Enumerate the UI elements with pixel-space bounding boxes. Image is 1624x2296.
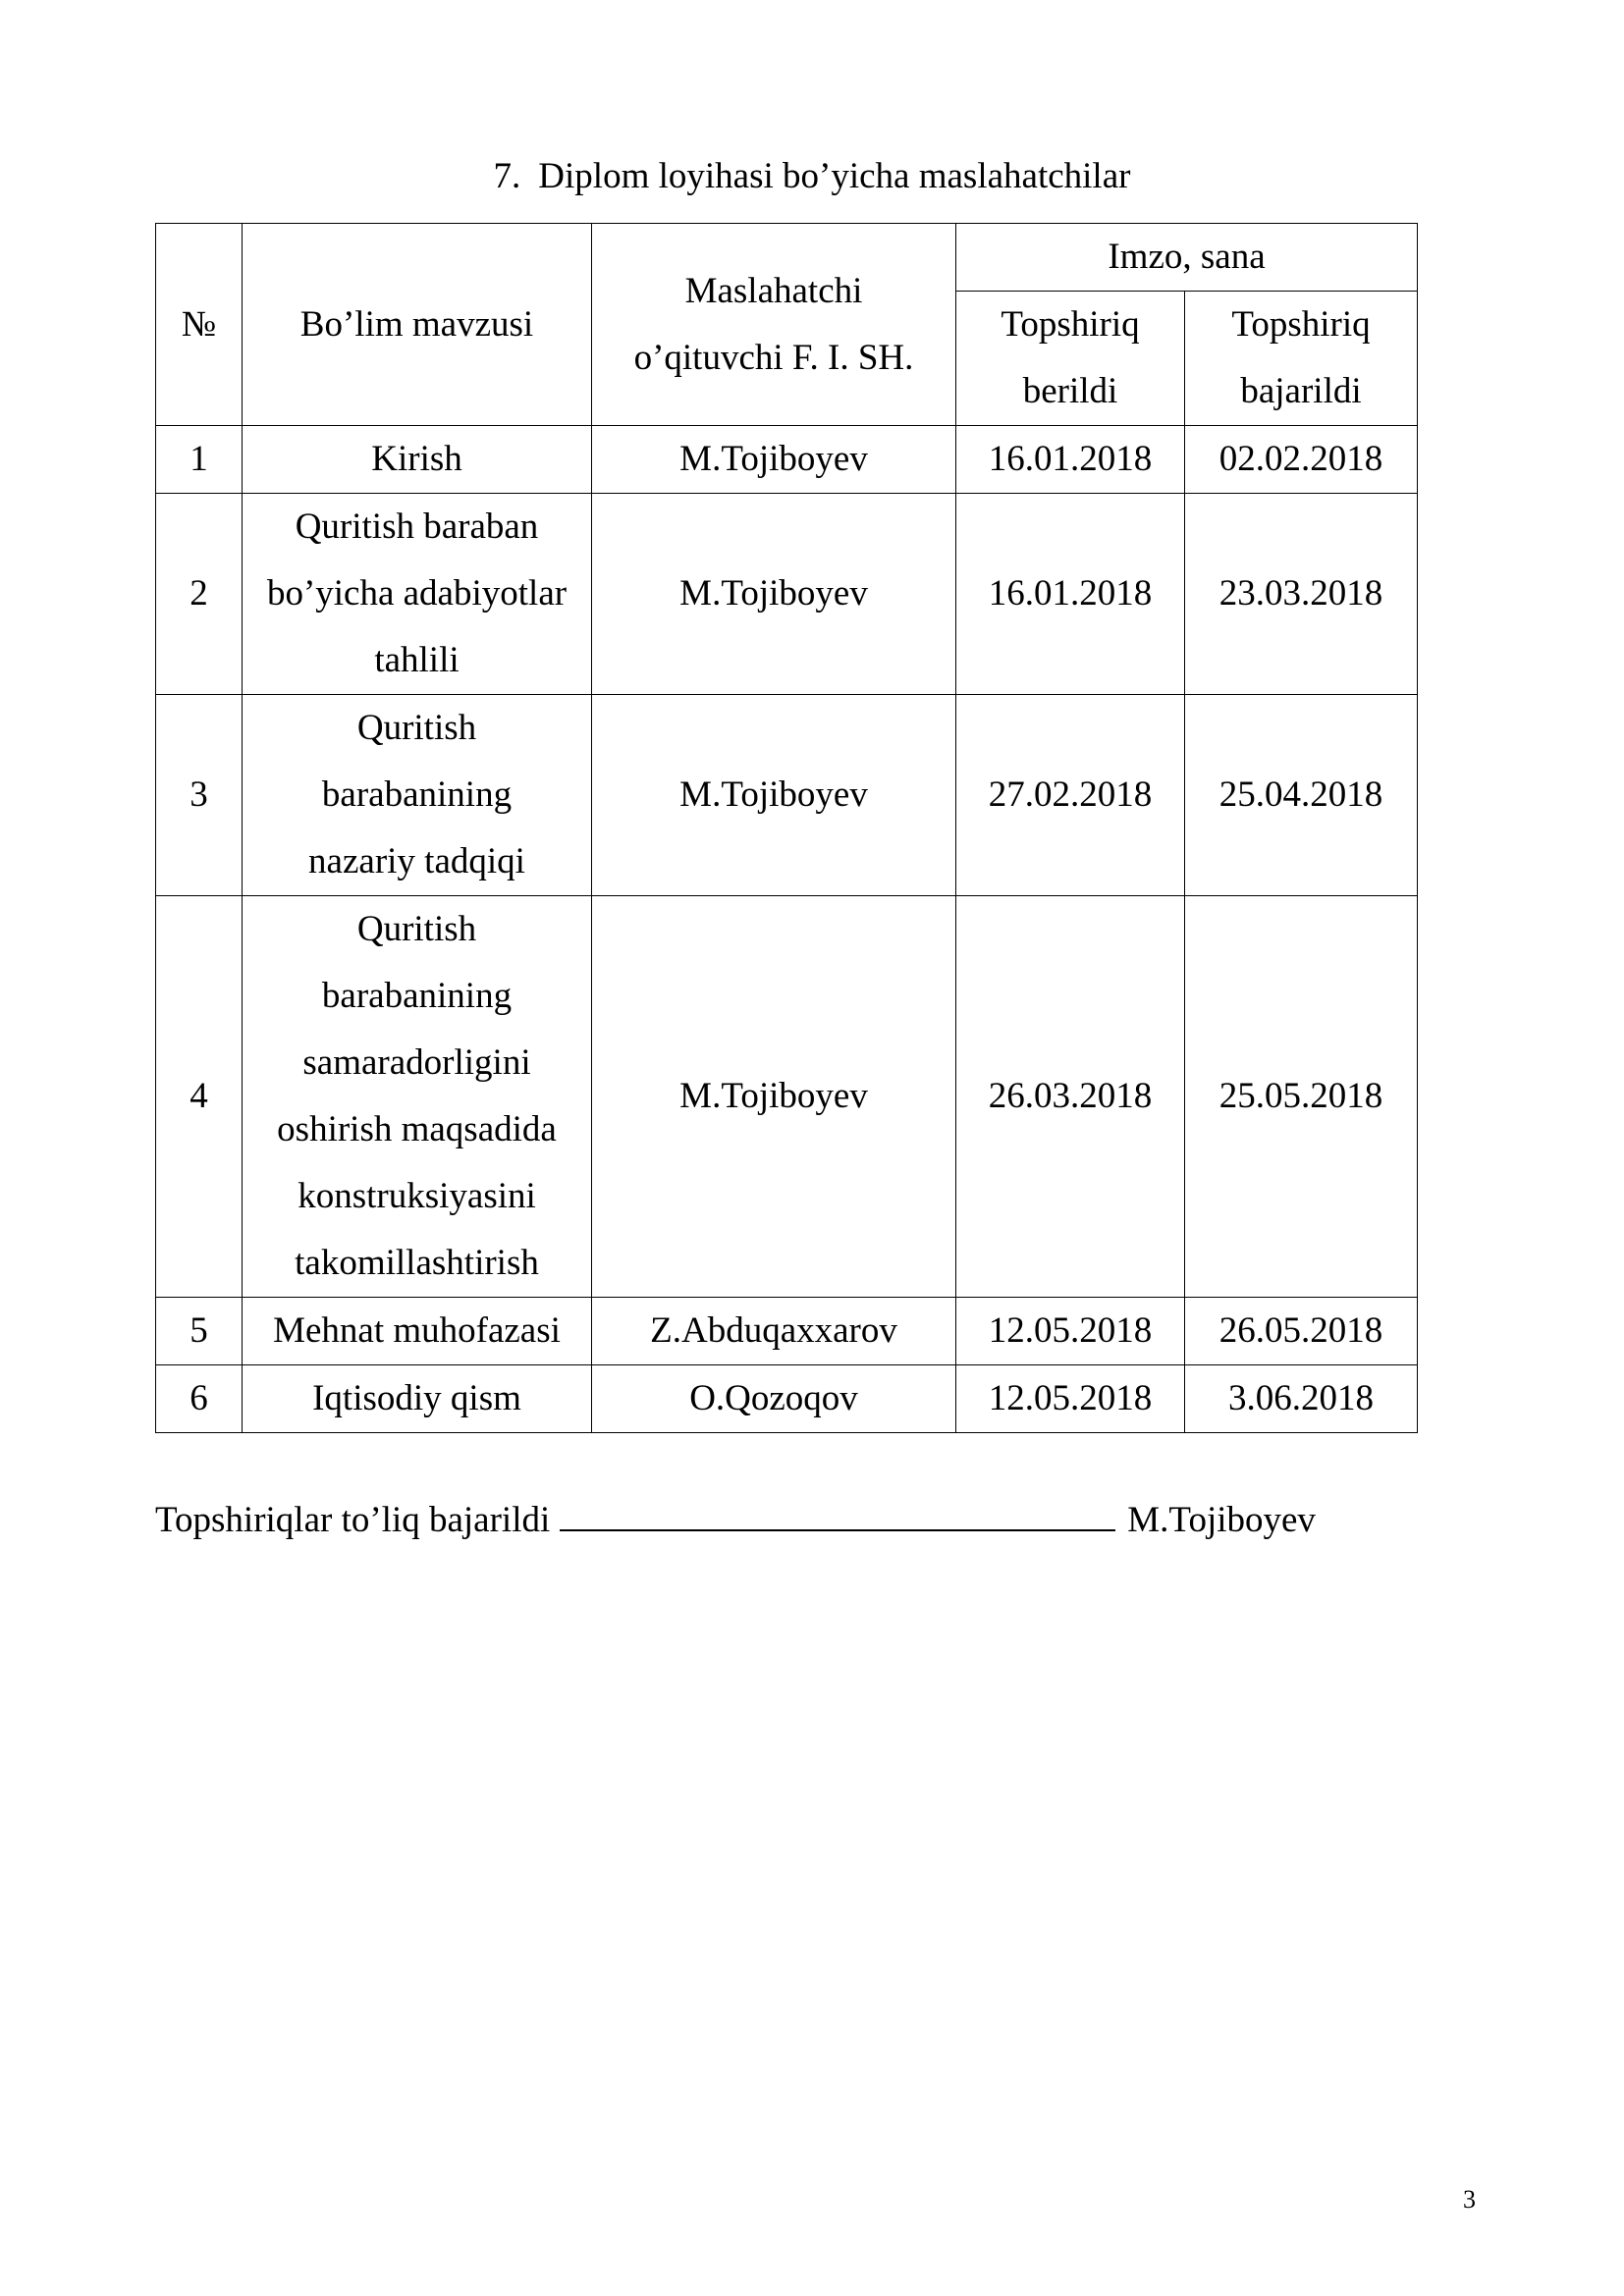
row-topic-line: Quritish baraban [295,507,539,547]
page-number: 3 [1463,2185,1476,2214]
row-topic-line: Quritish [356,708,477,748]
consultants-table [155,223,1418,1433]
row-date-given: 27.02.2018 [956,695,1185,896]
row-topic [243,1298,592,1365]
header-advisor-line: Maslahatchi [684,270,863,311]
row-advisor: O.Qozoqov [592,1365,956,1433]
header-task-given-line: Topshiriq [1001,304,1140,345]
row-number: 5 [156,1298,243,1365]
header-task-done-line: bajarildi [1240,371,1362,411]
table-row [156,494,1418,695]
row-topic-line: Quritish [356,909,477,949]
header-advisor [592,224,956,426]
row-topic-line: takomillashtirish [295,1243,539,1283]
header-task-done [1185,292,1418,426]
table-row [156,695,1418,896]
row-topic [243,494,592,695]
completion-label: Topshiriqlar to’liq bajarildi [155,1500,551,1540]
signer-name: M.Tojiboyev [1127,1500,1316,1540]
row-advisor: M.Tojiboyev [592,695,956,896]
signature-line [560,1494,1115,1531]
row-topic-line: oshirish maqsadida [277,1109,557,1149]
row-topic-line: barabanining [321,774,513,815]
row-date-given: 26.03.2018 [956,896,1185,1298]
row-topic-line: Iqtisodiy qism [312,1378,521,1418]
header-signature-date: Imzo, sana [956,224,1418,292]
row-date-given: 12.05.2018 [956,1298,1185,1365]
completion-statement [155,1494,1316,1542]
table-row [156,426,1418,494]
row-date-given: 16.01.2018 [956,426,1185,494]
row-advisor: M.Tojiboyev [592,426,956,494]
row-advisor: M.Tojiboyev [592,494,956,695]
row-topic [243,695,592,896]
row-date-done: 25.04.2018 [1185,695,1418,896]
section-title: Diplom loyihasi bo’yicha maslahatchilar [538,156,1131,196]
header-task-given [956,292,1185,426]
header-topic: Bo’lim mavzusi [243,224,592,426]
header-number: № [156,224,243,426]
header-advisor-line: o’qituvchi F. I. SH. [633,337,914,378]
row-number: 4 [156,896,243,1298]
row-advisor: M.Tojiboyev [592,896,956,1298]
row-number: 3 [156,695,243,896]
row-number: 1 [156,426,243,494]
row-advisor: Z.Abduqaxxarov [592,1298,956,1365]
table-row [156,1365,1418,1433]
row-date-given: 12.05.2018 [956,1365,1185,1433]
row-date-done: 25.05.2018 [1185,896,1418,1298]
row-topic [243,426,592,494]
table-header-row [156,224,1418,292]
table-row [156,896,1418,1298]
row-topic-line: konstruksiyasini [298,1176,536,1216]
header-task-done-line: Topshiriq [1231,304,1371,345]
section-number: 7. [493,156,521,196]
row-date-done: 3.06.2018 [1185,1365,1418,1433]
row-topic-line: Mehnat muhofazasi [273,1310,561,1351]
row-date-done: 23.03.2018 [1185,494,1418,695]
header-task-given-line: berildi [1022,371,1118,411]
row-topic-line: nazariy tadqiqi [308,841,525,881]
row-date-done: 26.05.2018 [1185,1298,1418,1365]
row-number: 6 [156,1365,243,1433]
row-date-done: 02.02.2018 [1185,426,1418,494]
table-row [156,1298,1418,1365]
row-number: 2 [156,494,243,695]
row-topic-line: barabanining [321,976,513,1016]
row-topic-line: Kirish [371,439,462,479]
section-heading [0,155,1624,198]
row-topic [243,1365,592,1433]
row-topic-line: tahlili [374,640,460,680]
row-date-given: 16.01.2018 [956,494,1185,695]
row-topic [243,896,592,1298]
row-topic-line: samaradorligini [302,1042,531,1083]
row-topic-line: bo’yicha adabiyotlar [266,573,568,614]
